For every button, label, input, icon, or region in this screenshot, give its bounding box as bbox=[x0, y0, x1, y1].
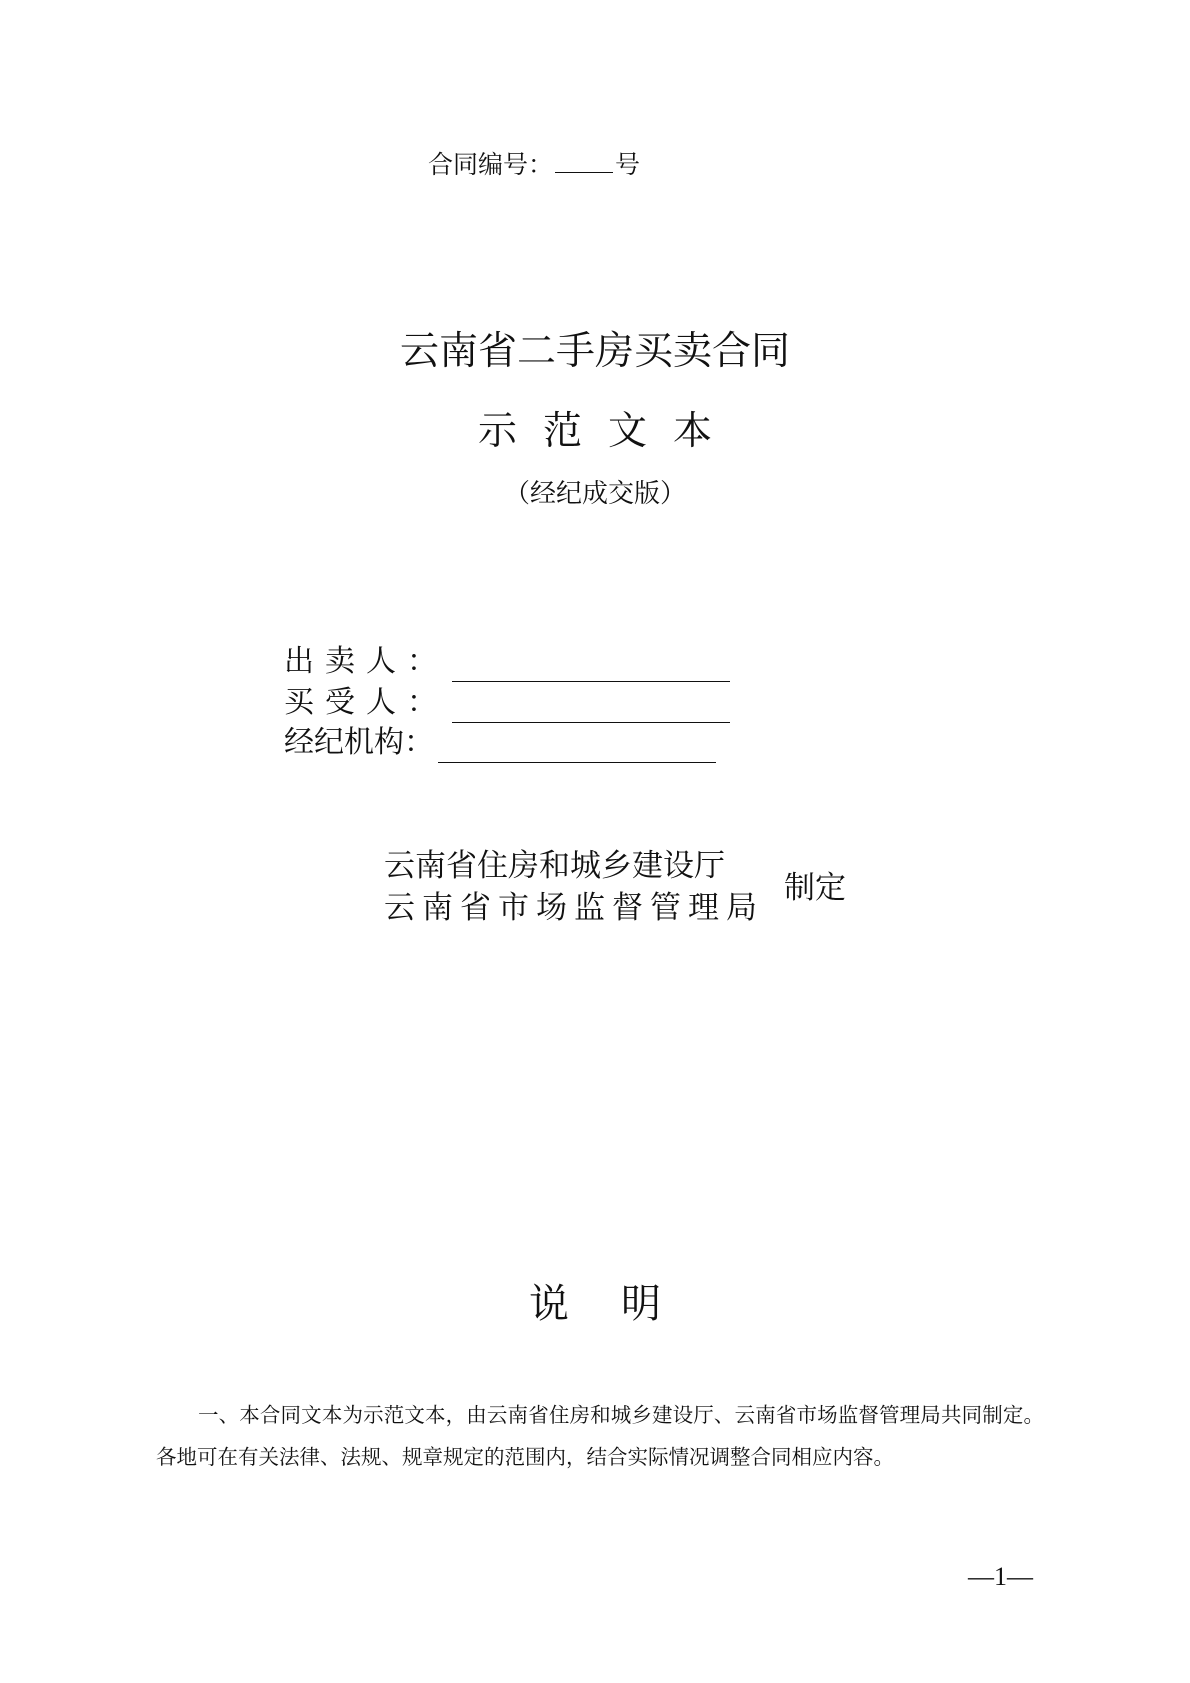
agency-field bbox=[284, 723, 716, 763]
buyer-blank-line bbox=[452, 692, 730, 723]
contract-number bbox=[428, 148, 640, 182]
document-edition: （经纪成交版） bbox=[503, 479, 686, 509]
issuer-market-regulation: 云南省市场监督管理局 bbox=[384, 890, 764, 926]
contract-number-blank bbox=[555, 148, 613, 173]
buyer-label: 买受人： bbox=[284, 685, 448, 720]
document-subtitle: 示范文本 bbox=[477, 409, 738, 454]
seller-label: 出卖人： bbox=[284, 644, 448, 679]
issued-label: 制定 bbox=[784, 870, 846, 906]
notes-paragraph-1: 一、本合同文本为示范文本，由云南省住房和城乡建设厅、云南省市场监督管理局共同制定。各地可在有关法律、法规、规章规定的范围内，结合实际情况调整合同相应内容。 bbox=[156, 1403, 1044, 1469]
seller-blank-line bbox=[452, 651, 730, 682]
contract-number-suffix: 号 bbox=[615, 150, 641, 179]
page-number: —1— bbox=[968, 1562, 1033, 1591]
document-title: 云南省二手房买卖合同 bbox=[399, 329, 790, 374]
buyer-field bbox=[284, 683, 730, 723]
issuer-housing-department: 云南省住房和城乡建设厅 bbox=[384, 848, 725, 884]
agency-label: 经纪机构： bbox=[284, 725, 434, 760]
agency-blank-line bbox=[438, 732, 716, 763]
seller-field bbox=[284, 642, 730, 682]
notes-heading: 说明 bbox=[529, 1281, 713, 1327]
contract-number-label: 合同编号： bbox=[428, 150, 554, 179]
